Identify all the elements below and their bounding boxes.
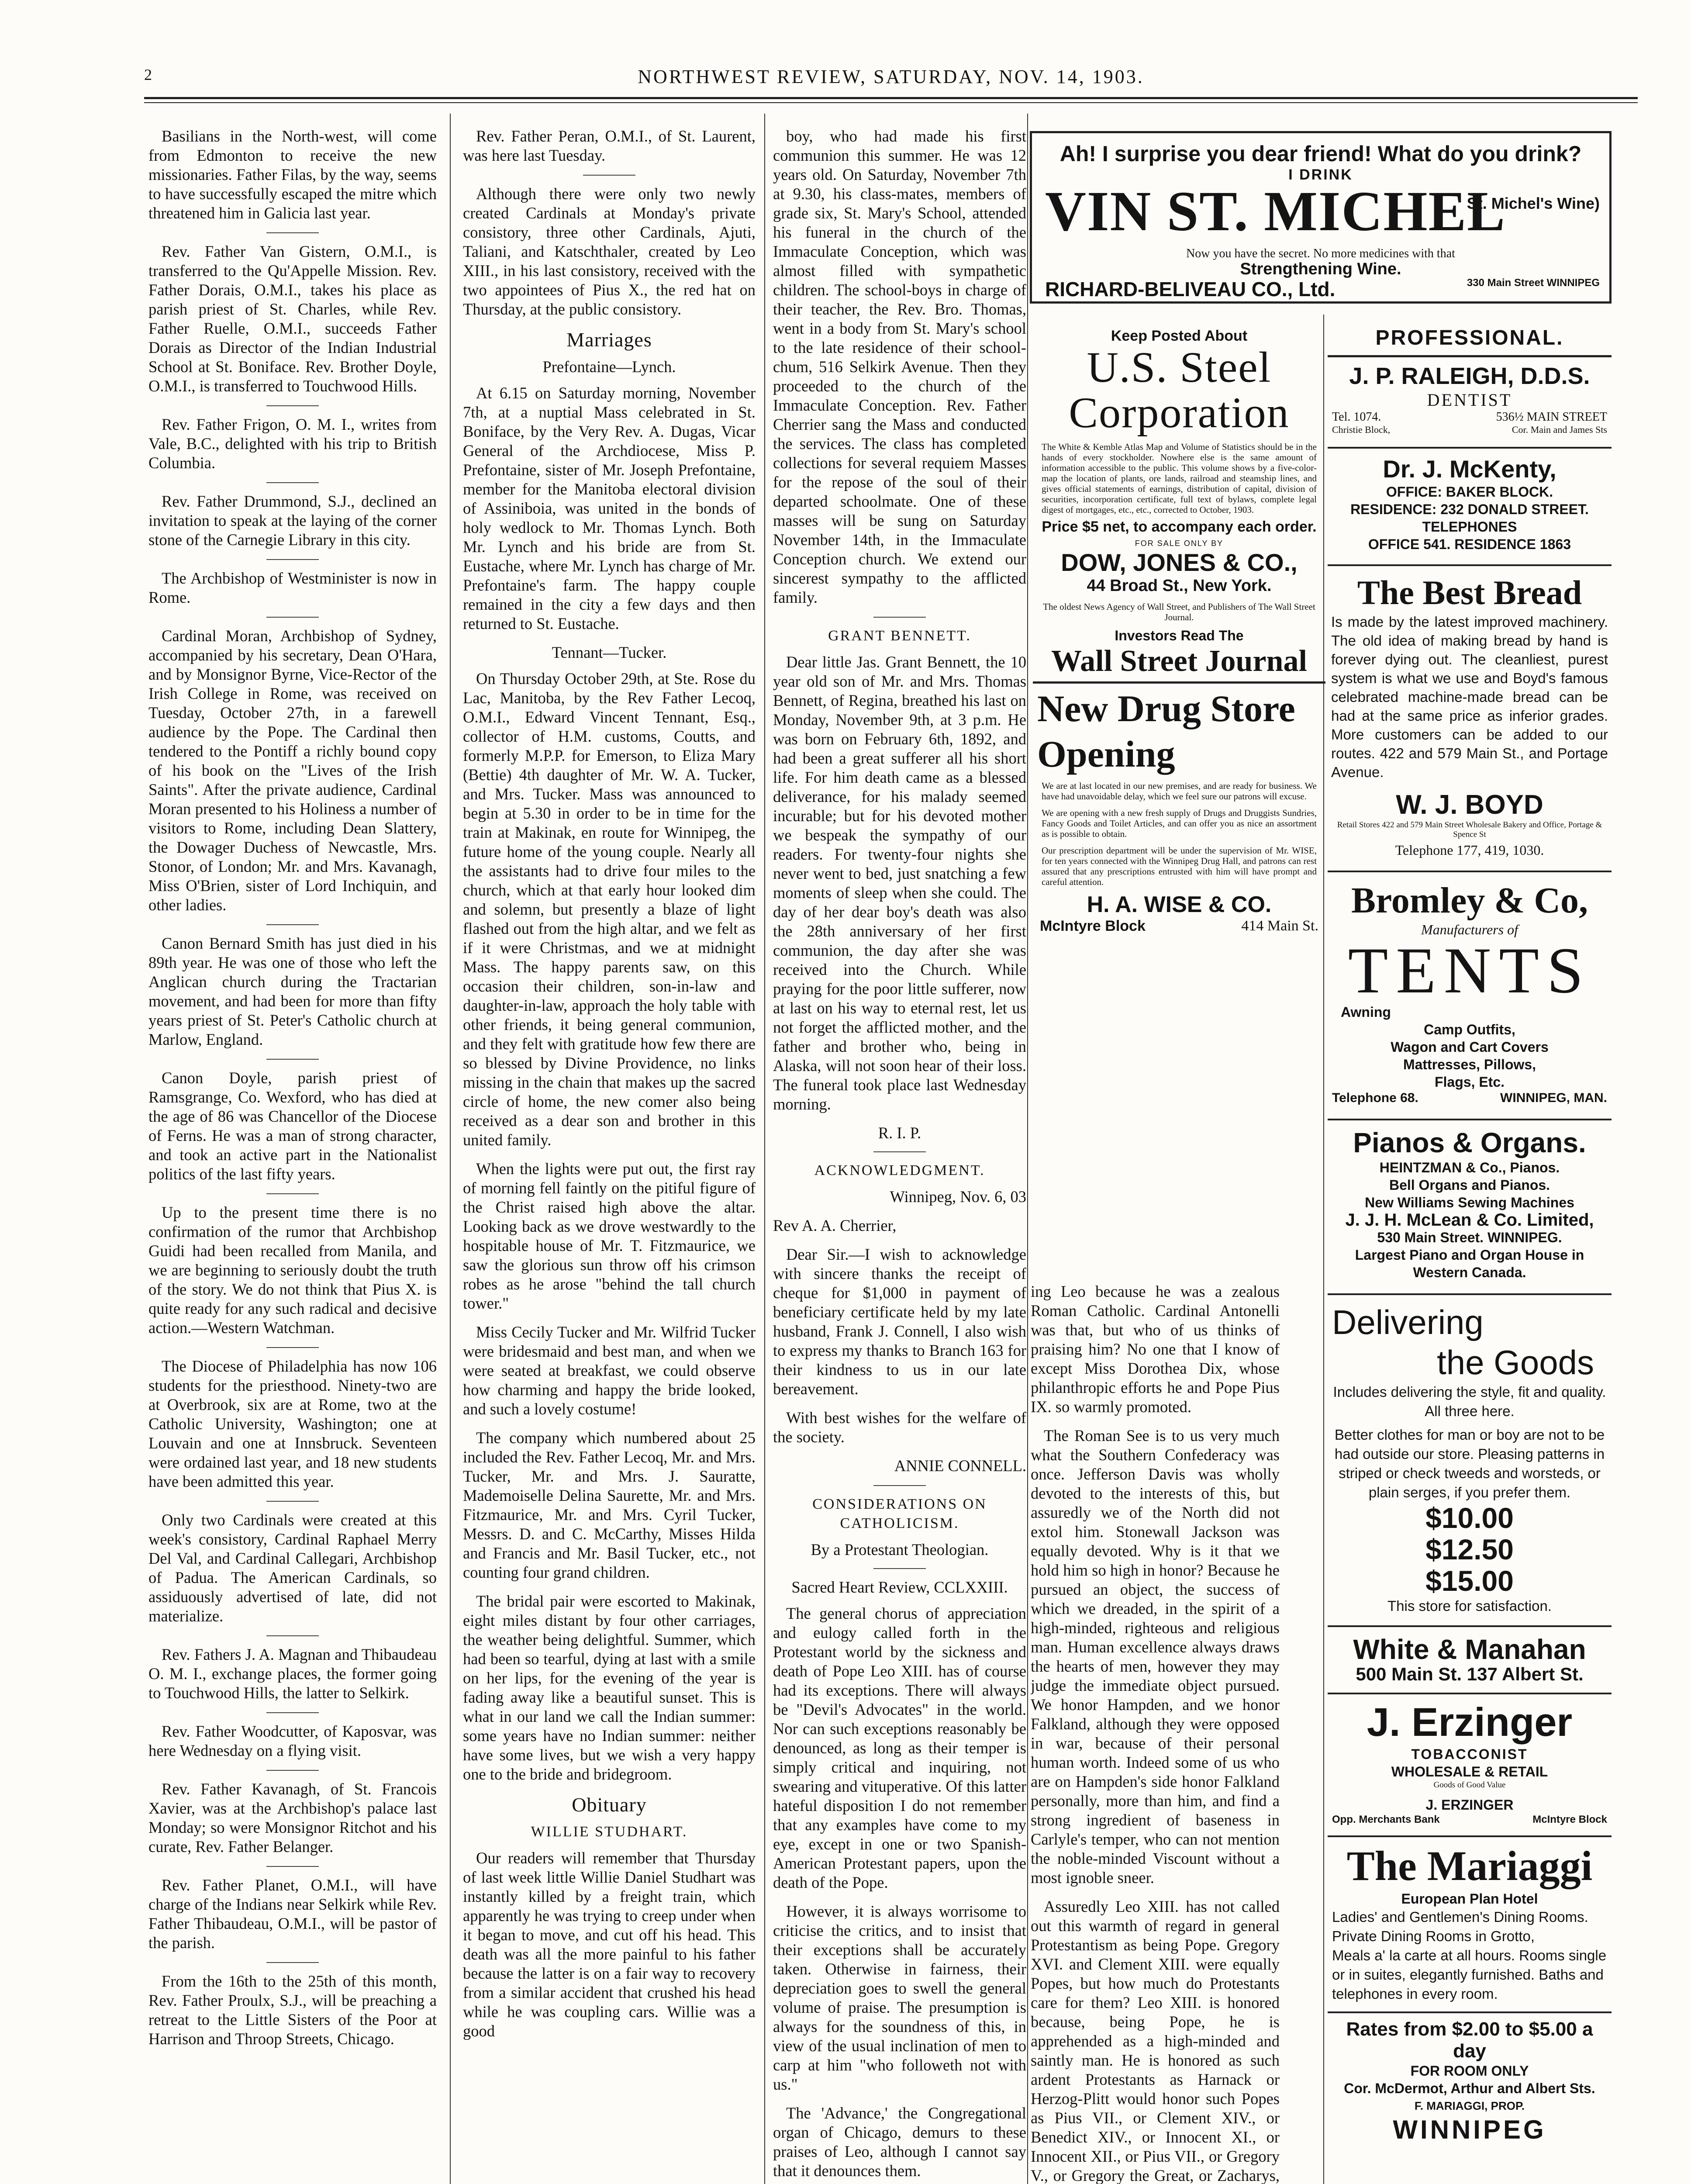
- divider: [266, 1770, 319, 1771]
- ad-text: DENTIST: [1427, 390, 1512, 410]
- column-divider: [764, 114, 765, 2184]
- ad-text: Largest Piano and Organ House in Western Canada.: [1355, 1247, 1584, 1280]
- divider: [873, 1485, 926, 1486]
- article-byline: By a Protestant Theologian.: [811, 1541, 989, 1559]
- ad-company: H. A. WISE & CO.: [1087, 892, 1272, 917]
- divider: [266, 924, 319, 925]
- ad-address: Cor. McDermot, Arthur and Albert Sts.: [1344, 2080, 1595, 2096]
- ad-text: Telephone 68.: [1332, 1091, 1418, 1105]
- masthead-rule-thin: [144, 102, 1638, 103]
- section-heading-marriages: Marriages: [566, 328, 652, 351]
- article-subtitle: Prefontaine—Lynch.: [542, 358, 676, 376]
- article-paragraph: With best wishes for the welfare of the society.: [773, 1409, 1026, 1446]
- ad-text: FOR ROOM ONLY: [1410, 2063, 1529, 2079]
- news-item: Canon Bernard Smith has just died in his 89th year. He was one of those who left the Anglican church during the Tractarian movement, and had been for more than fifty years priest of St. Peter's Catholic church at Marlow, England.: [148, 934, 437, 1048]
- ad-text: Tel. 1074.: [1332, 410, 1381, 424]
- ad-address: 530 Main Street. WINNIPEG.: [1377, 1230, 1562, 1245]
- divider: [873, 1568, 926, 1569]
- news-item: Rev. Father Planet, O.M.I., will have charge of the Indians near Selkirk while Rev. Father Thibaudeau, O.M.I., will be pastor of the parish.: [148, 1876, 437, 1952]
- article-paragraph: However, it is always worrisome to criticise the critics, and to insist that their exceptions shall be accurately taken. Otherwise in fairness, their depreciation goes to swell the general volume of praise. The presumption is always for the soundness of this, in view of the usual inclination of men to carp at him "who followeth not with us.": [773, 1902, 1026, 2093]
- divider: [266, 405, 319, 406]
- ad-text: Mattresses, Pillows,: [1403, 1057, 1536, 1072]
- ad-text: Awning: [1341, 1004, 1391, 1020]
- news-column-2: [463, 127, 756, 2184]
- ad-text: New Williams Sewing Machines: [1365, 1195, 1574, 1210]
- ad-text: Includes delivering the style, fit and quality. All three here.: [1333, 1384, 1606, 1419]
- ad-price: $10.00: [1425, 1502, 1514, 1534]
- ad-price: $15.00: [1425, 1565, 1514, 1597]
- ad-text: Retail Stores 422 and 579 Main Street Wholesale Bakery and Office, Portage & Spence St: [1337, 820, 1602, 839]
- article-subtitle: WILLIE STUDHART.: [531, 1824, 688, 1840]
- ad-text: Opp. Merchants Bank: [1332, 1814, 1440, 1825]
- letter-signature: ANNIE CONNELL.: [894, 1457, 1026, 1475]
- news-item: Rev. Father Frigon, O. M. I., writes from Vale, B.C., delighted with his trip to British Columbia.: [148, 415, 437, 472]
- masthead: NORTHWEST REVIEW, SATURDAY, NOV. 14, 1903.: [638, 66, 1144, 87]
- ad-text: European Plan Hotel: [1401, 1891, 1538, 1907]
- ad-text: Investors Read The: [1115, 628, 1244, 643]
- article-paragraph: Miss Cecily Tucker and Mr. Wilfrid Tucker were bridesmaid and best man, and when we were seated at breakfast, we could observe how charming and happy the bride looked, and such a lovely costume!: [463, 1323, 756, 1418]
- ad-row: [1328, 424, 1612, 435]
- ad-text: RESIDENCE: 232 DONALD STREET.: [1350, 501, 1589, 517]
- divider: [873, 1151, 926, 1152]
- ad-row: [1328, 410, 1612, 424]
- article-paragraph: Our readers will remember that Thursday of last week little Willie Daniel Studhart was instantly killed by a freight train, which apparently he was trying to creep under when it began to move, and cut off his head. This death was all the more painful to his father because the latter is on a fair way to recovery from a similar accident that crushed his head while he was coupling cars. Willie was a good: [463, 1849, 756, 2040]
- ad-text: Now you have the secret. No more medicines with that: [1186, 247, 1455, 260]
- ad-text: WINNIPEG, MAN.: [1500, 1091, 1607, 1105]
- ad-price: Price $5 net, to accompany each order.: [1042, 518, 1317, 535]
- ad-text: Goods of Good Value: [1433, 1780, 1506, 1790]
- ad-headline: Dr. J. McKenty,: [1328, 447, 1612, 483]
- column-divider: [450, 114, 451, 2184]
- ad-text: Better clothes for man or boy are not to be had outside our store. Pleasing patterns in striped or check tweeds and worsteds, or plain serges, if you prefer them.: [1334, 1427, 1605, 1500]
- ad-headline: J. P. RALEIGH, D.D.S.: [1349, 363, 1590, 389]
- ad-text: I DRINK: [1288, 166, 1353, 183]
- article-paragraph: Assuredly Leo XIII. has not called out this warmth of regard in general Protestantism as being Pope. Gregory XVI. and Clement XIII. were equally Popes, but how much do Protestants care for them? Leo XIII. is honored because, being Pope, he is apprehended as a high-minded and saintly man. He is honored as such ardent Protestants as Harnack or Herzog-Plitt would honor such Popes as Pius VII., or Clement XIV., or Benedict XIV., or Innocent XI., or Innocent XII., or Pius VII., or Gregory V., or Gregory the Great, or Zacharys,: [1031, 1897, 1280, 2184]
- news-column-3: [773, 127, 1026, 2184]
- ad-text: 536½ MAIN STREET: [1496, 410, 1607, 424]
- article-paragraph: On Thursday October 29th, at Ste. Rose du Lac, Manitoba, by the Rev Father Lecoq, O.M.I., Edward Vincent Tennant, Esq., collector of H.M. customs, Coutts, and formerly M.P.P. for Emerson, to Eliza Mary (Bettie) 4th daughter of Mr. W. A. Tucker, and Mrs. Tucker. Mass was announced to begin at 5.30 in order to be in time for the train at Makinak, en route for Winnipeg, the future home of the young couple. Nearly all the assistants had to drive four miles to the church, which at that early hour looked dim and solemn, but presently a blaze of light flashed out from the high altar, and we felt as if it were Christmas, and we at midnight Mass. The happy parents saw, on this occasion their children, son-in-law and daughter-in-law, approach the holy table with other friends, it being general communion, and they felt with gratitude how few there are so blessed by Divine Providence, no links missing in the chain that makes up the sacred circle of home, the new comer also being received as a dear son and brother in this united family.: [463, 670, 756, 1149]
- divider: [266, 1501, 319, 1502]
- ad-text: FOR SALE ONLY BY: [1135, 539, 1224, 548]
- divider: [266, 559, 319, 560]
- news-item: Although there were only two newly created Cardinals at Monday's private consistory, three other Cardinals, Ajuti, Taliani, and Katschthaler, created by Leo XIII., in his last consistory, received with the two appointees of Pius X., the red hat on Thursday, at the public consistory.: [463, 185, 756, 318]
- ad-text: Telephone 177, 419, 1030.: [1395, 842, 1544, 858]
- article-paragraph: The general chorus of appreciation and eulogy called forth in the Protestant world by the sickness and death of Pope Leo XIII. has of course had its exceptions. There will always be "Devil's Advocates" in the world. Nor can such exceptions reasonably be denounced, as long as their temper is simply critical and inquiring, not swearing and vituperative. Of this latter hateful disposition I do not remember that any examples have come to my eye, except in one or two Spanish-American Protestant papers, upon the death of the Pope.: [773, 1604, 1026, 1891]
- ad-headline: Corporation: [1069, 388, 1290, 437]
- section-heading-obituary: Obituary: [572, 1794, 647, 1816]
- article-paragraph: The company which numbered about 25 included the Rev. Father Lecoq, Mr. and Mrs. Tucker, Mr. and Mrs. J. Sauratte, Mademoiselle Delina Saurette, Mr. and Mrs. Fitzmaurice, Mr. and Mrs. Cyril Tucker, Messrs. D. and C. McCarthy, Misses Hilda and Francis and Mr. Basil Tucker, etc., not counting four grand children.: [463, 1429, 756, 1581]
- ad-headline: Wall Street Journal: [1033, 644, 1325, 684]
- ad-company: White & Manahan: [1328, 1625, 1612, 1666]
- ad-text: TOBACCONIST: [1411, 1746, 1528, 1762]
- article-subtitle: Tennant—Tucker.: [552, 643, 667, 661]
- page-number: 2: [144, 66, 152, 83]
- ad-address: 500 Main St. 137 Albert St.: [1356, 1664, 1584, 1684]
- ad-text: WHOLESALE & RETAIL: [1391, 1764, 1548, 1780]
- article-title: CONSIDERATIONS ON CATHOLICISM.: [812, 1496, 987, 1531]
- news-item: Rev. Father Peran, O.M.I., of St. Laurent, was here last Tuesday.: [463, 127, 756, 164]
- ad-row: [1328, 1091, 1612, 1106]
- divider: [266, 1866, 319, 1867]
- article-paragraph: The Roman See is to us very much what the Southern Confederacy was once. Jefferson Davis was wholly devoted to the interests of this, but assuredly we of the North did not extol him. Stonewall Jackson was equally devoted. Why is it that we hold him so high in honor? Because he pursued an object, the success of which we dreaded, in the spirit of a high-minded, righteous and religious man. Human excellence always draws the hearts of men, however they may judge the immediate object pursued. We honor Hampden, and we honor Falkland, although they were opposed in war, because of their personal human worth. Indeed some of us who are on Hampden's side honor Falkland personally, more than him, and find a strong ingredient of baseness in Carlyle's temper, who can not mention the noble-minded Viscount without a most ignoble sneer.: [1031, 1427, 1280, 1887]
- ad-headline: Bromley & Co,: [1328, 871, 1612, 922]
- ad-text: WINNIPEG: [1393, 2115, 1546, 2144]
- news-item: Basilians in the North-west, will come from Edmonton to receive the new missionaries. Father Filas, by the way, seems to have successfully escaped the mitre which threatened him in Galicia last year.: [148, 127, 437, 222]
- article-paragraph: ing Leo because he was a zealous Roman Catholic. Cardinal Antonelli was that, but who of us thinks of praising him? No one that I know of except Miss Dorothea Dix, whose philanthropic efforts he and Pope Pius IX. so warmly promoted.: [1031, 1282, 1280, 1416]
- ad-headline: J. Erzinger: [1328, 1693, 1612, 1745]
- ad-text: Flags, Etc.: [1434, 1074, 1505, 1090]
- article-paragraph: The bridal pair were escorted to Makinak, eight miles distant by four other carriages, the weather being delightful. Summer, which had been so tearful, dying at last with a smile on her lips, for the evening of the year is fading away like a beautiful sunset. This is what in our land we call the Indian summer: some years have no Indian summer: neither have some lives, but we wish a very happy one to the bride and bridegroom.: [463, 1592, 756, 1783]
- news-item: Rev. Fathers J. A. Magnan and Thibaudeau O. M. I., exchange places, the former going to Touchwood Hills, the latter to Selkirk.: [148, 1645, 437, 1702]
- article-paragraph: boy, who had made his first communion this summer. He was 12 years old. On Saturday, November 7th at 9.30, his class-mates, members of grade six, St. Mary's School, attended his funeral in the church of the Immaculate Conception, which was almost filled with sympathetic children. The school-boys in charge of their teacher, the Rev. Bro. Thomas, went in a body from St. Mary's school to the late residence of their school-chum, 516 Selkirk Avenue. Then they proceeded to the church of the Immaculate Conception. Rev. Father Cherrier sang the Mass and conducted the services. The class has completed collections for several requiem Masses for the repose of the soul of their departed schoolmate. One of these masses will be sung on Saturday November 14th, in the Immaculate Conception church. We extend our sincerest sympathy to the afflicted family.: [773, 127, 1026, 606]
- news-item: Rev. Father Drummond, S.J., declined an invitation to speak at the laying of the corner stone of the Carnegie Library in this city.: [148, 492, 437, 549]
- ad-text: McIntyre Block: [1040, 918, 1146, 934]
- article-subtitle: ACKNOWLEDGMENT.: [814, 1162, 985, 1178]
- ad-text: Strengthening Wine.: [1240, 260, 1401, 278]
- ad-text: Our prescription department will be under the supervision of Mr. WISE, for ten years connected with the Winnipeg Drug Hall, and patrons can rest assured that any prescriptions entrusted with him will have prompt and careful attention.: [1042, 845, 1317, 887]
- ad-text: Christie Block,: [1332, 424, 1391, 435]
- news-item: Canon Doyle, parish priest of Ramsgrange, Co. Wexford, who has died at the age of 86 was Chancellor of the Diocese of Ferns. He was a man of strong character, and took an active part in the Nationalist politics of the last fifty years.: [148, 1069, 437, 1183]
- ad-address: 44 Broad St., New York.: [1087, 577, 1272, 595]
- divider: [266, 1059, 319, 1060]
- ad-text: McIntyre Block: [1532, 1814, 1607, 1825]
- ad-text: Ladies' and Gentlemen's Dining Rooms. Private Dining Rooms in Grotto,: [1332, 1909, 1588, 1944]
- article-paragraph: Dear Sir.—I wish to acknowledge with sincere thanks the receipt of cheque for $1,000 in payment of beneficiary certificate held by my late husband, Frank J. Connell, I also wish to express my thanks to Branch 163 for their kindness to us in our late bereavement.: [773, 1245, 1026, 1398]
- news-item: Cardinal Moran, Archbishop of Sydney, accompanied by his secretary, Dean O'Hara, and by Monsignor Byrne, Vice-Rector of the Irish College in Rome, was received on Tuesday, October 27th, in a farewell audience by the Pope. The Cardinal then tendered to the Pontiff a richly bound copy of his book on the "Lives of the Irish Saints". After the private audience, Cardinal Moran presented to his Holiness a number of visitors to Rome, including Dean Slattery, the Dowager Duchess of Newcastle, Mrs. Stonor, of London; Mr. and Mrs. Kavanagh, Miss O'Brien, sister of Lord Inchiquin, and other ladies.: [148, 627, 437, 914]
- news-item: The Diocese of Philadelphia has now 106 students for the priesthood. Ninety-two are at Overbrook, six are at Rome, two at the Catholic University, Washington; one at Louvain and one at Innsbruck. Seventeen were ordained last year, and 18 new students have been admitted this year.: [148, 1357, 437, 1490]
- article-paragraph: When the lights were put out, the first ray of morning fell faintly on the pitiful figure of the Christ raised high above the altar. Looking back as we drove westwardly to the hospitable house of Mr. T. Fitzmaurice, we saw the glorious sun throw off his crimson robes as he arose "behind the tall church tower.": [463, 1160, 756, 1312]
- ad-text: Meals a' la carte at all hours. Rooms single or in suites, elegantly furnished. Baths and telephones in every room.: [1332, 1947, 1607, 2002]
- ad-headline: Delivering: [1328, 1293, 1612, 1342]
- ad-text: Cor. Main and James Sts: [1512, 424, 1607, 435]
- ad-headline: The Mariaggi: [1328, 1835, 1612, 1890]
- article-source: Sacred Heart Review, CCLXXIII.: [791, 1578, 1008, 1596]
- ad-headline: TENTS: [1348, 934, 1591, 1007]
- news-item: Rev. Father Van Gistern, O.M.I., is transferred to the Qu'Appelle Mission. Rev. Father Dorais, O.M.I., takes his place as parish priest of St. Charles, while Rev. Father Ruelle, O.M.I., succeeds Father Dorais as Director of the Indian Industrial School at St. Boniface. Rev. Brother Doyle, O.M.I., is transferred to Touchwood Hills.: [148, 242, 437, 395]
- article-paragraph: The 'Advance,' the Congregational organ of Chicago, demurs to these praises of Leo, although I cannot say that it denounces them.: [773, 2104, 1026, 2180]
- divider: [266, 482, 319, 483]
- ad-company: W. J. BOYD: [1396, 790, 1543, 820]
- ad-headline: The Best Bread: [1328, 564, 1612, 612]
- ad-company: RICHARD-BELIVEAU CO., Ltd.: [1045, 278, 1336, 301]
- ad-text: F. MARIAGGI, PROP.: [1414, 2099, 1525, 2112]
- divider: [266, 1712, 319, 1713]
- letter-date: Winnipeg, Nov. 6, 03: [890, 1188, 1026, 1206]
- divider: [583, 175, 635, 176]
- divider: [266, 1635, 319, 1636]
- ad-column-professional: [1328, 319, 1612, 2184]
- news-item: Only two Cardinals were created at this week's consistory, Cardinal Raphael Merry Del Val, and Cardinal Callegari, Archbishop of Padua. The American Cardinals, so assiduously advertised of late, did not materialize.: [148, 1511, 437, 1625]
- masthead-rule: [144, 97, 1638, 99]
- ad-row: [1328, 1814, 1612, 1826]
- divider: [266, 1962, 319, 1963]
- ad-text: The oldest News Agency of Wall Street, and Publishers of The Wall Street Journal.: [1043, 601, 1315, 622]
- ad-text: We are opening with a new fresh supply of Drugs and Druggists Sundries, Fancy Goods and Toilet Articles, and can offer you as nice an assortment as is possible to obtain.: [1042, 808, 1317, 839]
- ad-brand: VIN ST. MICHEL: [1045, 180, 1506, 243]
- divider: [266, 232, 319, 233]
- news-item: From the 16th to the 25th of this month, Rev. Father Proulx, S.J., will be preaching a retreat to the Little Sisters of the Poor at Harrison and Throop Streets, Chicago.: [148, 1972, 437, 2048]
- ad-address: 330 Main Street WINNIPEG: [1467, 277, 1600, 289]
- ad-company: J. J. H. McLean & Co. Limited,: [1345, 1210, 1594, 1230]
- news-item: Up to the present time there is no confirmation of the rumor that Archbishop Guidi had been recalled from Manila, and we are beginning to seriously doubt the truth of the story. We do not think that Pius X. is quite ready for any such radical and decisive action.—Western Watchman.: [148, 1203, 437, 1337]
- divider: [873, 617, 926, 618]
- ad-text: Keep Posted About: [1111, 328, 1248, 344]
- ad-price: $12.50: [1425, 1533, 1514, 1565]
- ad-address: 414 Main St.: [1241, 918, 1318, 934]
- ad-text: The White & Kemble Atlas Map and Volume of Statistics should be in the hands of every stockholder. Nowhere else is the same amount of information accessible to the public. This volume shows by a five-color-map the location of plants, ore lands, railroad and steamship lines, and gives official statements of earnings, distribution of capital, division of securities, incorporation certificate, full text of bylaws, complete legal digest of mortgages, etc., etc., corrected to October, 1903.: [1042, 442, 1317, 515]
- news-item: Rev. Father Woodcutter, of Kaposvar, was here Wednesday on a flying visit.: [148, 1722, 437, 1759]
- ad-text: St. Michel's Wine): [1467, 194, 1600, 212]
- ad-text: HEINTZMAN & Co., Pianos.: [1379, 1160, 1560, 1175]
- ad-text: Bell Organs and Pianos.: [1389, 1177, 1550, 1193]
- rip-line: R. I. P.: [878, 1124, 921, 1142]
- ad-text: OFFICE: BAKER BLOCK.: [1386, 484, 1553, 500]
- ad-headline: U.S. Steel: [1087, 343, 1272, 391]
- ad-text: Wagon and Cart Covers: [1391, 1039, 1549, 1055]
- article-subtitle: GRANT BENNETT.: [828, 628, 971, 644]
- ad-price: Rates from $2.00 to $5.00 a day: [1328, 2011, 1612, 2062]
- column-divider: [1027, 114, 1028, 2184]
- ad-headline: Pianos & Organs.: [1328, 1119, 1612, 1159]
- section-heading-professional: PROFESSIONAL.: [1328, 319, 1612, 357]
- divider: [266, 1193, 319, 1194]
- news-item: Rev. Father Kavanagh, of St. Francois Xavier, was at the Archbishop's palace last Monday; so were Monsignor Ritchot and his curate, Rev. Father Belanger.: [148, 1780, 437, 1856]
- ad-address-row: [1033, 918, 1325, 935]
- ad-text: We are at last located in our new premises, and are ready for business. We have had unavoidable delay, which we feel sure our patrons will excuse.: [1042, 781, 1317, 802]
- news-column-4: [1031, 1282, 1280, 2184]
- ad-vin-st-michel: [1030, 131, 1612, 304]
- ad-headline: the Goods: [1437, 1343, 1594, 1382]
- ad-text: Manufacturers of: [1421, 922, 1518, 937]
- ad-headline: New Drug Store: [1037, 688, 1295, 729]
- divider: [266, 1347, 319, 1348]
- ad-text: OFFICE 541. RESIDENCE 1863: [1368, 536, 1571, 552]
- article-paragraph: At 6.15 on Saturday morning, November 7th, at a nuptial Mass celebrated in St. Boniface, by the Very Rev. A. Dugas, Vicar General of the Archdiocese, Miss P. Prefontaine, sister of Mr. Joseph Prefontaine, member for the Manitoba electoral division of Assiniboia, was united in the bonds of holy wedlock to Mr. Thomas Lynch. Both Mr. Lynch and his bride are from St. Eustache, where Mr. Lynch has charge of Mr. Prefontaine's farm. The happy couple remained in the city a few days and then returned to St. Eustache.: [463, 384, 756, 632]
- news-item: The Archbishop of Westminister is now in Rome.: [148, 569, 437, 606]
- ad-headline: Ah! I surprise you dear friend! What do you drink?: [1059, 142, 1582, 166]
- ad-text: Is made by the latest improved machinery. The old idea of making bread by hand is forever dying out. The cleanliest, purest system is what we use and Boyd's famous celebrated machine-made bread can be had at the same price as inferior grades. More customers can be added to our routes. 422 and 579 Main St., and Portage Avenue.: [1331, 614, 1608, 780]
- letter-addressee: Rev A. A. Cherrier,: [773, 1216, 897, 1234]
- divider: [266, 617, 319, 618]
- ad-company: DOW, JONES & CO.,: [1061, 549, 1298, 576]
- ad-text: This store for satisfaction.: [1387, 1598, 1552, 1614]
- article-paragraph: Dear little Jas. Grant Bennett, the 10 year old son of Mr. and Mrs. Thomas Bennett, of Regina, breathed his last on Monday, November 9th, at 3 p.m. He was born on February 6th, 1892, and had been a great sufferer all his short life. For him death came as a blessed deliverance, for his malady seemed incurable; but for his devoted mother we bespeak the sympathy of our readers. For twenty-four nights she never went to bed, just snatching a few moments of sleep when she could. The day of her dear boy's death was also the 28th anniversary of her first communion, the day after she was received into the Church. While praying for the poor little sufferer, now at last on his way to eternal rest, let us not forget the afflicted mother, and the father and brother who, being in Alaska, will not soon hear of their loss. The funeral took place last Wednesday morning.: [773, 653, 1026, 1113]
- ad-column-middle: [1033, 319, 1325, 992]
- ad-headline: Opening: [1037, 733, 1175, 775]
- ad-text: Camp Outfits,: [1424, 1022, 1515, 1037]
- ad-company: J. ERZINGER: [1425, 1797, 1514, 1813]
- news-column-1: [148, 127, 437, 2184]
- ad-text: TELEPHONES: [1422, 519, 1517, 535]
